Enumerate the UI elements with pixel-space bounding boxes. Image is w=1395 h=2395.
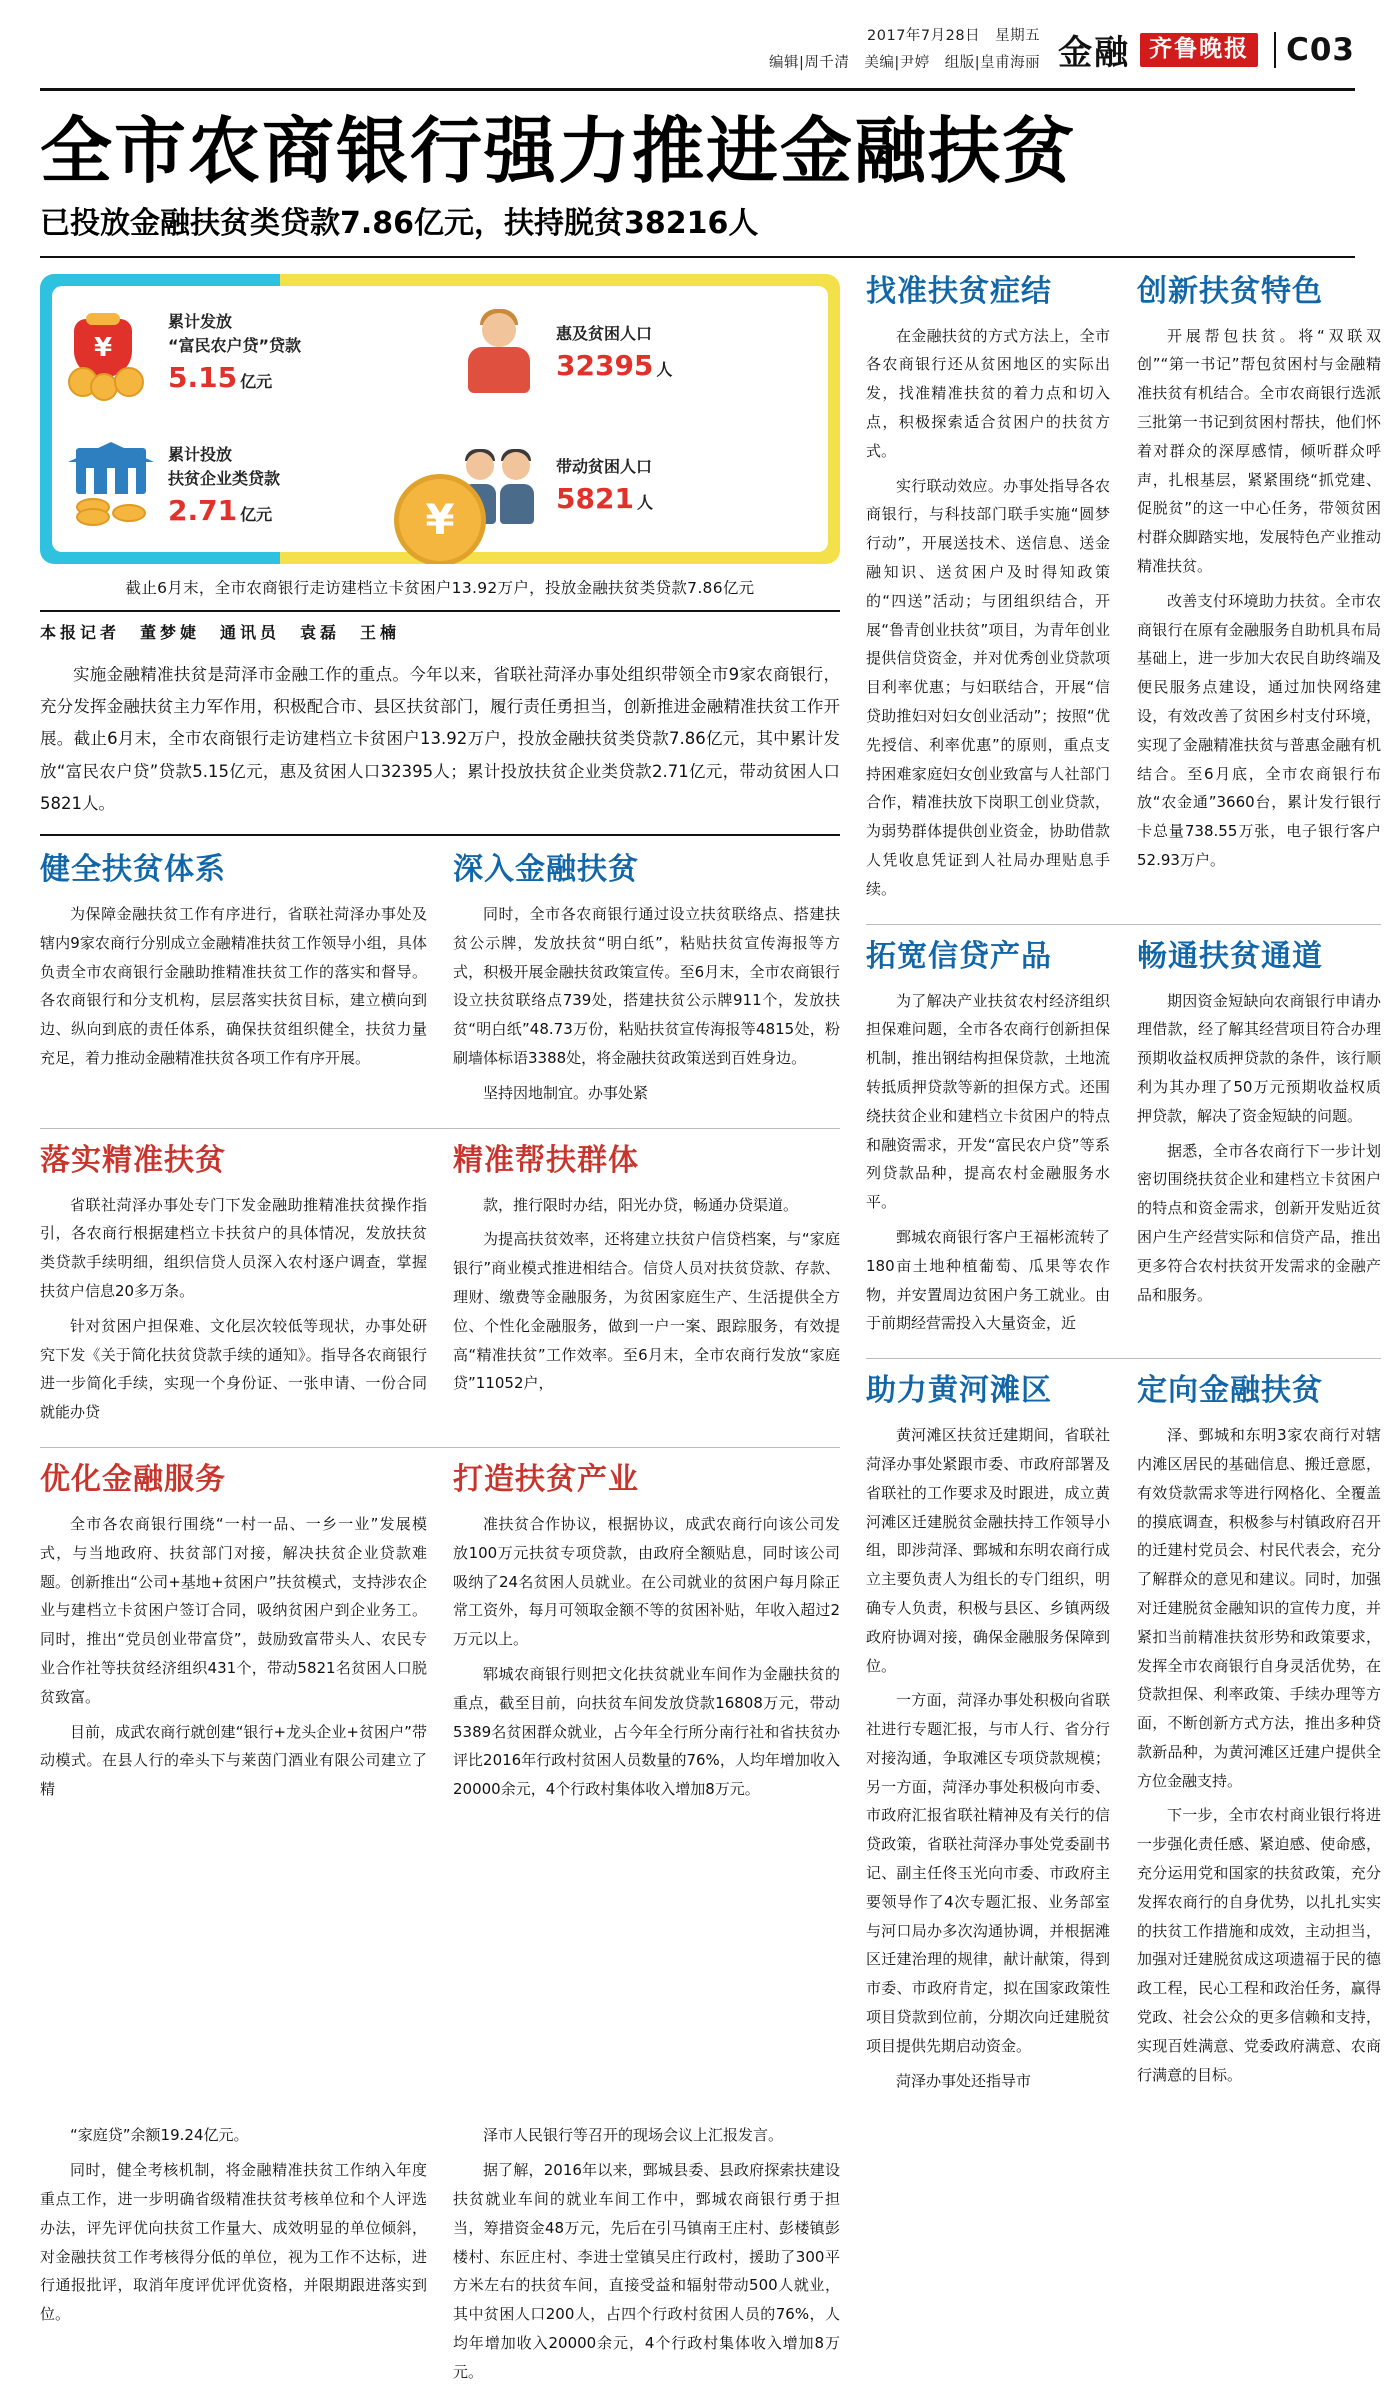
paragraph: 坚持因地制宜。办事处紧 (483, 1083, 649, 1102)
section-divider (866, 924, 1381, 925)
masthead (40, 0, 1355, 78)
paragraph: 期因资金短缺向农商银行申请办理借款，经了解其经营项目符合办理预期收益权质押贷款的条件，该行顺利为其办理了50万元预期收益权质押贷款，解决了资金短缺的问题。 (1137, 991, 1381, 1125)
infographic (40, 274, 840, 564)
column-1 (40, 1462, 427, 1810)
column-2 (1137, 939, 1381, 1345)
section-heading-tuokuan: 拓宽信贷产品 (866, 938, 1052, 974)
infographic-cell-text (168, 443, 280, 526)
section-divider (40, 1447, 840, 1448)
section-heading-changtong: 畅通扶贫通道 (1137, 938, 1323, 974)
infographic-cell-text (168, 310, 301, 393)
page-subtitle: 已投放金融扶贫类贷款7.86亿元，扶持脱贫38216人 (40, 205, 759, 241)
money-bag-icon (68, 309, 154, 395)
paragraph: 同时，健全考核机制，将金融精准扶贫工作纳入年度重点工作，进一步明确省级精准扶贫考核单位和个人评选办法，评先评优向扶贫工作量大、成效明显的单位倾斜，对金融扶贫工作考核得分低的单位，视为工作不达标，进行通报批评，取消年度评优评优资格，并限期跟进落实到位。 (40, 2161, 427, 2324)
infographic-label: 带动贫困人口 (556, 457, 653, 477)
right-columns-row-1 (866, 274, 1381, 910)
column-2 (453, 2121, 840, 2392)
infographic-label-2: “富民农户贷”贷款 (168, 335, 302, 355)
section-name: 金融 (1058, 33, 1131, 73)
left-columns-row-2 (40, 1143, 840, 1433)
section-divider (866, 1358, 1381, 1359)
section-heading-jingzhun: 精准帮扶群体 (453, 1142, 639, 1178)
infographic-unit: 人 (656, 360, 673, 380)
masthead-brand (1058, 25, 1355, 78)
coin-icon: ¥ (394, 474, 486, 564)
column-2 (453, 1462, 840, 1810)
paper-logo-text: 齐鲁晚报 (1149, 35, 1250, 62)
section-heading-zhaozhun: 找准扶贫症结 (866, 273, 1052, 309)
column-1 (40, 852, 427, 1114)
masthead-meta (40, 23, 1058, 78)
infographic-cell (52, 419, 440, 552)
left-zone (40, 274, 840, 2112)
paragraph: 一方面，菏泽办事处积极向省联社进行专题汇报，与市人行、省分行对接沟通，争取滩区专项贷款规模；另一方面，菏泽办事处积极向市委、市政府汇报省联社精神及有关行的信贷政策，省联社菏泽办事处党委副书记、副主任佟玉光向市委、市政府主要领导作了4次专题汇报、业务部室与河口局办多次沟通协调，并根据滩区迁建治理的规律，献计献策，得到市委、市政府肯定，拟在国家政策性项目贷款到位前，分期次向迁建脱贫项目提供先期启动资金。 (866, 1691, 1110, 2055)
right-columns-row-3 (866, 1373, 1381, 2101)
paragraph: “家庭贷”余额19.24亿元。 (70, 2126, 249, 2145)
page-title: 全市农商银行强力推进金融扶贫 (40, 109, 1077, 193)
right-columns-row-2 (866, 939, 1381, 1345)
paragraph: 为提高扶贫效率，还将建立扶贫户信贷档案，与“家庭银行”商业模式推进相结合。信贷人员对扶贫贷款、存款、理财、缴费等金融服务，为贫困家庭生产、生活提供全方位、个性化金融服务，做到一户一案、跟踪服务，有效提高“精准扶贫”工作效率。至6月末，全市农商行发放“家庭贷”11052户， (453, 1230, 840, 1393)
infographic-value: 2.71 (168, 493, 238, 527)
top-rule (40, 88, 1355, 91)
paragraph: 泽、鄄城和东明3家农商行对辖内滩区居民的基础信息、搬迁意愿，有效贷款需求等进行网格化、全覆盖的摸底调查，积极参与村镇政府召开的迁建村党员会、村民代表会，充分了解群众的意见和建议。同时，加强对迁建脱贫金融知识的宣传力度，并紧扣当前精准扶贫形势和政策要求，发挥全市农商银行自身灵活优势，在贷款担保、利率政策、手续办理等方面，不断创新方式方法，推出多种贷款新品种，为黄河滩区迁建户提供全方位金融支持。 (1137, 1426, 1381, 1790)
paragraph: 目前，成武农商行就创建“银行+龙头企业+贫困户”带动模式。在县人行的牵头下与莱茵门酒业有限公司建立了精 (40, 1722, 427, 1799)
section-heading-dingxiang: 定向金融扶贫 (1137, 1373, 1323, 1409)
paragraph: 菏泽办事处还指导市 (896, 2071, 1032, 2090)
paragraph: 为保障金融扶贫工作有序进行，省联社菏泽办事处及辖内9家农商行分别成立金融精准扶贫工作领导小组，具体负责全市农商银行金融助推精准扶贫工作的落实和督导。各农商银行和分支机构，层层落实扶贫目标，建立横向到边、纵向到底的责任体系，确保扶贫组织健全，扶贫力量充足，着力推动金融精准扶贫各项工作有序开展。 (40, 904, 427, 1067)
paragraph: 据了解，2016年以来，鄄城县委、县政府探索扶建设扶贫就业车间的就业车间工作中，鄄城农商银行勇于担当，筹措资金48万元，先后在引马镇南王庄村、彭楼镇彭楼村、东匠庄村、李进士堂镇吴庄行政村，援助了300平方米左右的扶贫车间，直接受益和辐射带动500人就业，其中贫困人口200人，占四个行政村贫困人员的76%，人均年增加收入20000余元，4个行政村集体收入增加8万元。 (453, 2161, 840, 2381)
paragraph: 泽市人民银行等召开的现场会议上汇报发言。 (483, 2126, 784, 2145)
section-heading-chuangxin: 创新扶贫特色 (1137, 273, 1323, 309)
infographic-value: 5821 (556, 482, 634, 516)
column-2 (1137, 274, 1381, 910)
infographic-cell (440, 419, 828, 552)
paragraph: 准扶贫合作协议，根据协议，成武农商行向该公司发放100万元扶贫专项贷款，由政府全额贴息，同时该公司吸纳了24名贫困人员就业。在公司就业的贫困户每月除正常工资外，每月可领取金额不等的贫困补贴，年收入超过2万元以上。 (453, 1514, 840, 1649)
paragraph: 郓城农商银行则把文化扶贫就业车间作为金融扶贫的重点，截至目前，向扶贫车间发放贷款16808万元，带动5389名贫困群众就业，占今年全行所分南行社和省扶贫办评比2016年行政村贫困人员数量的76%，人均年增加收入20000余元，4个行政村集体收入增加8万元。 (453, 1664, 840, 1799)
column-1 (866, 274, 1110, 910)
column-1 (866, 1373, 1110, 2101)
paragraph: 开展帮包扶贫。将“双联双创”“第一书记”帮包贫困村与金融精准扶贫有机结合。全市农商银行选派三批第一书记到贫困村帮扶，他们怀着对群众的深厚感情，倾听群众呼声，扎根基层，紧紧围绕“抓党建、促脱贫”的这一中心任务，带领贫困村群众脚踏实地，发展特色产业推动精准扶贫。 (1137, 326, 1381, 575)
section-heading-youhua: 优化金融服务 (40, 1461, 226, 1497)
section-heading-dazao: 打造扶贫产业 (453, 1461, 639, 1497)
paragraph: 改善支付环境助力扶贫。全市农商银行在原有金融服务自助机具布局基础上，进一步加大农民自助终端及便民服务点建设，通过加快网络建设，有效改善了贫困乡村支付环境，实现了金融精准扶贫与普惠金融有机结合。至6月底，全市农商银行布放“农金通”3660台，累计发行银行卡总量738.55万张，电子银行客户52.93万户。 (1137, 591, 1381, 869)
paragraph: 全市各农商银行围绕“一村一品、一乡一业”发展模式，与当地政府、扶贫部门对接，解决扶贫企业贷款难题。创新推出“公司+基地+贫困户”扶贫模式，支持涉农企业与建档立卡贫困户签订合同，吸纳贫困户到企业务工。同时，推出“党员创业带富贷”，鼓励致富带头人、农民专业合作社等扶贫经济组织431个，带动5821名贫困人口脱贫致富。 (40, 1514, 427, 1706)
paragraph: 据悉，全市各农商行下一步计划密切围绕扶贫企业和建档立卡贫困户的特点和资金需求，创新开发贴近贫困户生产经营实际和信贷产品，推出更多符合农村扶贫开发需求的金融产品和服务。 (1137, 1141, 1381, 1304)
infographic-caption: 截止6月末，全市农商银行走访建档立卡贫困户13.92万户，投放金融扶贫类贷款7.86亿元 (125, 578, 755, 597)
infographic-cell-text (556, 322, 672, 382)
byline: 本报记者 董梦婕 通讯员 袁磊 王楠 (40, 622, 401, 642)
infographic-unit: 亿元 (240, 504, 273, 524)
infographic-cell (52, 286, 440, 419)
infographic-cell-text (556, 455, 653, 515)
section-heading-zhuli: 助力黄河滩区 (866, 1373, 1052, 1409)
column-2 (453, 852, 840, 1114)
paragraph: 款，推行限时办结，阳光办贷，畅通办贷渠道。 (483, 1195, 799, 1214)
infographic-cell (440, 286, 828, 419)
left-columns-row-4 (40, 2121, 840, 2392)
lede-paragraph: 实施金融精准扶贫是菏泽市金融工作的重点。今年以来，省联社菏泽办事处组织带领全市9家农商银行，充分发挥金融扶贫主力军作用，积极配合市、县区扶贫部门，履行责任勇担当，创新推进金融精准扶贫工作开展。截止6月末，全市农商银行走访建档立卡贫困户13.92万户，投放金融扶贫类贷款7.86亿元，其中累计发放“富民农户贷”贷款5.15亿元，惠及贫困人口32395人；累计投放扶贫企业类贷款2.71亿元，带动贫困人口5821人。 (40, 659, 840, 836)
section-heading-shenru: 深入金融扶贫 (453, 851, 639, 887)
paragraph: 在金融扶贫的方式方法上，全市各农商银行还从贫困地区的实际出发，找准精准扶贫的着力点和切入点，积极探索适合贫困户的扶贫方式。 (866, 326, 1110, 460)
infographic-label: 累计发放 (168, 312, 233, 332)
paragraph: 鄄城农商银行客户王福彬流转了180亩土地种植葡萄、瓜果等农作物，并安置周边贫困户务工就业。由于前期经营需投入大量资金，近 (866, 1227, 1110, 1333)
paragraph: 为了解决产业扶贫农村经济组织担保难问题，全市各农商行创新担保机制，推出钢结构担保贷款，土地流转抵质押贷款等新的担保方式。还围绕扶贫企业和建档立卡贫困户的特点和融资需求，开发“富民农户贷”等系列贷款品种，提高农村金融服务水平。 (866, 991, 1110, 1212)
page-number: C03 (1274, 32, 1355, 68)
byline-rule-top (40, 610, 840, 612)
main-layout (40, 273, 1381, 2112)
column-1 (866, 939, 1110, 1345)
section-heading-luoshi: 落实精准扶贫 (40, 1142, 226, 1178)
infographic-value: 32395 (556, 349, 654, 383)
paragraph: 黄河滩区扶贫迁建期间，省联社菏泽办事处紧跟市委、市政府部署及省联社的工作要求及时跟进，成立黄河滩区迁建脱贫金融扶持工作领导小组，即涉菏泽、鄄城和东明农商行成立主要负责人为组长的专门组织，明确专人负责，积极与县区、乡镇两级政府协调对接，确保金融服务保障到位。 (866, 1426, 1110, 1675)
paragraph: 实行联动效应。办事处指导各农商银行，与科技部门联手实施“圆梦行动”，开展送技术、送信息、送金融知识、送贫困户及时得知政策的“四送”活动；与团组织结合，开展“鲁青创业扶贫”项目，为青年创业提供信贷资金，并对优秀创业贷款项目利率优惠；与妇联结合，开展“信贷助推妇对妇女创业活动”；按照“优先授信、利率优惠”的原则，重点支持困难家庭妇女创业致富与人社部门合作，精准扶放下岗职工创业贷款，为弱势群体提供创业资金，协助借款人凭收息凭证到人社局办理贴息手续。 (866, 476, 1110, 898)
infographic-label: 惠及贫困人口 (556, 324, 653, 344)
column-1 (40, 2121, 427, 2392)
column-2 (1137, 1373, 1381, 2101)
infographic-unit: 亿元 (240, 371, 273, 391)
left-columns-row-1 (40, 852, 840, 1114)
paragraph: 同时，全市各农商银行通过设立扶贫联络点、搭建扶贫公示牌，发放扶贫“明白纸”，粘贴扶贫宣传海报等方式，积极开展金融扶贫政策宣传。至6月末，全市农商银行设立扶贫联络点739处，搭建扶贫公示牌911个，发放扶贫“明白纸”48.73万份，粘贴扶贫宣传海报等4815处，粉刷墙体标语3388处，将金融扶贫政策送到百姓身边。 (453, 904, 840, 1067)
person-icon (456, 309, 542, 395)
paragraph: 省联社菏泽办事处专门下发金融助推精准扶贫操作指引，各农商行根据建档立卡扶贫户的具体情况，发放扶贫类贷款手续明细，组织信贷人员深入农村逐户调查，掌握扶贫户信息20多万条。 (40, 1195, 427, 1300)
paper-logo (1140, 33, 1258, 67)
publication-date: 2017年7月28日 星期五 (867, 27, 1041, 44)
column-2 (453, 1143, 840, 1433)
infographic-unit: 人 (636, 493, 653, 513)
paragraph: 针对贫困户担保难、文化层次较低等现状，办事处研究下发《关于简化扶贫贷款手续的通知》。指导各农商银行进一步简化手续，实现一个身份证、一张申请、一份合同就能办贷 (40, 1316, 427, 1422)
right-zone (866, 274, 1381, 2112)
infographic-label: 累计投放 (168, 445, 233, 465)
section-divider (40, 1128, 840, 1129)
infographic-label-2: 扶贫企业类贷款 (168, 468, 281, 488)
section-heading-jianquan: 健全扶贫体系 (40, 851, 226, 887)
bank-icon (68, 442, 154, 528)
headline-rule (40, 256, 1355, 258)
left-columns-row-3 (40, 1462, 840, 1810)
column-1 (40, 1143, 427, 1433)
paragraph: 下一步，全市农村商业银行将进一步强化责任感、紧迫感、使命感，充分运用党和国家的扶贫政策，充分发挥农商行的自身优势，以扎扎实实的扶贫工作措施和成效，主动担当，加强对迁建脱贫成这项遗福于民的德政工程，民心工程和政治任务，赢得党政、社会公众的更多信赖和支持，实现百姓满意、党委政府满意、农商行满意的目标。 (1137, 1806, 1381, 2084)
editorial-credits: 编辑|周千清 美编|尹婷 组版|皇甫海丽 (768, 55, 1041, 72)
infographic-value: 5.15 (168, 360, 238, 394)
